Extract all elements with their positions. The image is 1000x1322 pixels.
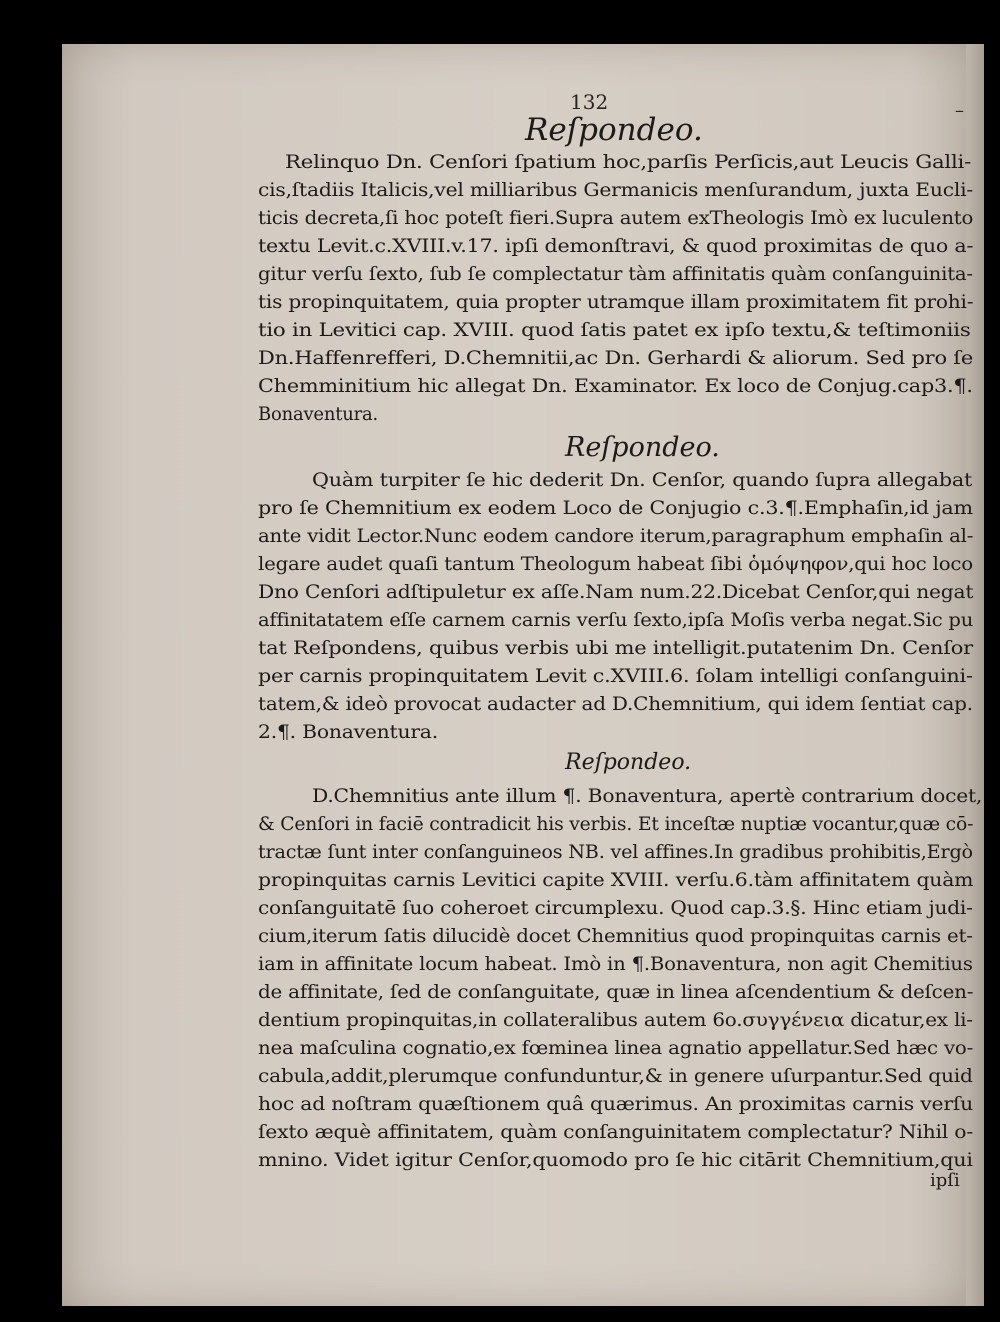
text-line: tis propinquitatem, quia propter utramque illam proximitatem fit prohi- [258,292,974,313]
text-line: propinquitas carnis Levitici capite XVIII. verſu.6.tàm affinitatem quàm [258,870,974,891]
text-line: gitur verſu ſexto, ſub ſe complectatur tàm affinitatis quàm conſanguinita- [258,264,973,285]
text-line: conſanguitatē ſuo coheroet circumplexu. Quod cap.3.§. Hinc etiam judi- [258,898,973,919]
heading-respondeo-3: Reſpondeo. [565,750,692,775]
text-line: Dno Cenſori adſtipuletur ex aſſe.Nam num.22.Dicebat Cenſor,qui negat [258,582,974,603]
page-dash: – [955,100,964,121]
heading-respondeo-2: Reſpondeo. [565,432,720,463]
text-line: dentium propinquitas,in collateralibus autem 6o.συγγένεια dicatur,ex li- [258,1010,973,1031]
text-line: nea maſculina cognatio,ex fœminea linea agnatio appellatur.Sed hæc vo- [258,1038,974,1059]
text-line: Dn.Haffenrefferi, D.Chemnitii,ac Dn. Gerhardi & aliorum. Sed pro ſe [258,348,974,369]
text-line: hoc ad noſtram quæſtionem quâ quærimus. An proximitas carnis verſu [258,1094,974,1115]
text-line: Relinquo Dn. Cenſori ſpatium hoc,parſis Perſicis,aut Leucis Galli- [285,152,972,173]
heading-respondeo-1: Reſpondeo. [525,112,703,148]
text-line: Bonaventura. [258,404,378,425]
text-line: per carnis propinquitatem Levit c.XVIII.6. ſolam intelligi conſanguini- [258,666,973,687]
text-line: ante vidit Lector.Nunc eodem candore iterum,paragraphum emphaſin al- [258,526,974,547]
text-line: tatem,& ideò provocat audacter ad D.Chemnitium, qui idem ſentiat cap. [258,694,973,715]
catchword: ipſi [930,1170,960,1191]
text-line: textu Levit.c.XVIII.v.17. ipſi demonſtravi, & quod proximitas de quo a- [258,236,974,257]
text-line: ſexto æquè affinitatem, quàm conſanguinitatem complectatur? Nihil o- [258,1122,973,1143]
text-line: cium,iterum ſatis dilucidè docet Chemnitius quod propinquitas carnis et- [258,926,973,947]
text-line: cabula,addit,plerumque confunduntur,& in genere uſurpantur.Sed quid [258,1066,973,1087]
text-line: tat Reſpondens, quibus verbis ubi me intelligit.putatenim Dn. Cenſor [258,638,973,659]
text-line: iam in affinitate locum habeat. Imò in ¶.Bonaventura, non agit Chemitius [258,954,973,975]
text-line: tractæ ſunt inter conſanguineos NB. vel affines.In gradibus prohibitis,Ergò [258,842,973,863]
text-line: Chemminitium hic allegat Dn. Examinator. Ex loco de Conjug.cap3.¶. [258,376,973,397]
text-line: D.Chemnitius ante illum ¶. Bonaventura, apertè contrarium docet, [312,786,983,807]
text-line: tio in Levitici cap. XVIII. quod ſatis patet ex ipſo textu,& teſtimoniis [258,320,971,341]
text-line: legare audet quaſi tantum Theologum habeat ſibi ὁμόψηφον,qui hoc loco [258,554,973,575]
text-line: pro ſe Chemnitium ex eodem Loco de Conjugio c.3.¶.Emphaſin,id jam [258,498,973,519]
text-line: cis,ſtadiis Italicis,vel milliaribus Germanicis menſurandum, juxta Eucli- [258,180,973,201]
text-line: affinitatatem eſſe carnem carnis verſu ſexto,ipſa Moſis verba negat.Sic pu [258,610,974,631]
text-line: 2.¶. Bonaventura. [258,722,438,743]
page-number: 132 [570,90,609,114]
text-line: & Cenſori in faciē contradicit his verbis. Et inceſtæ nuptiæ vocantur,quæ cō- [258,814,974,835]
text-line: mnino. Videt igitur Cenſor,quomodo pro ſe hic citārit Chemnitium,qui [258,1150,973,1171]
text-line: de affinitate, ſed de conſanguitate, quæ in linea aſcendentium & deſcen- [258,982,974,1003]
text-line: ticis decreta,ſi hoc poteſt fieri.Supra autem exTheologis Imò ex luculento [258,208,974,229]
text-line: Quàm turpiter ſe hic dederit Dn. Cenſor, quando ſupra allegabat [312,470,973,491]
